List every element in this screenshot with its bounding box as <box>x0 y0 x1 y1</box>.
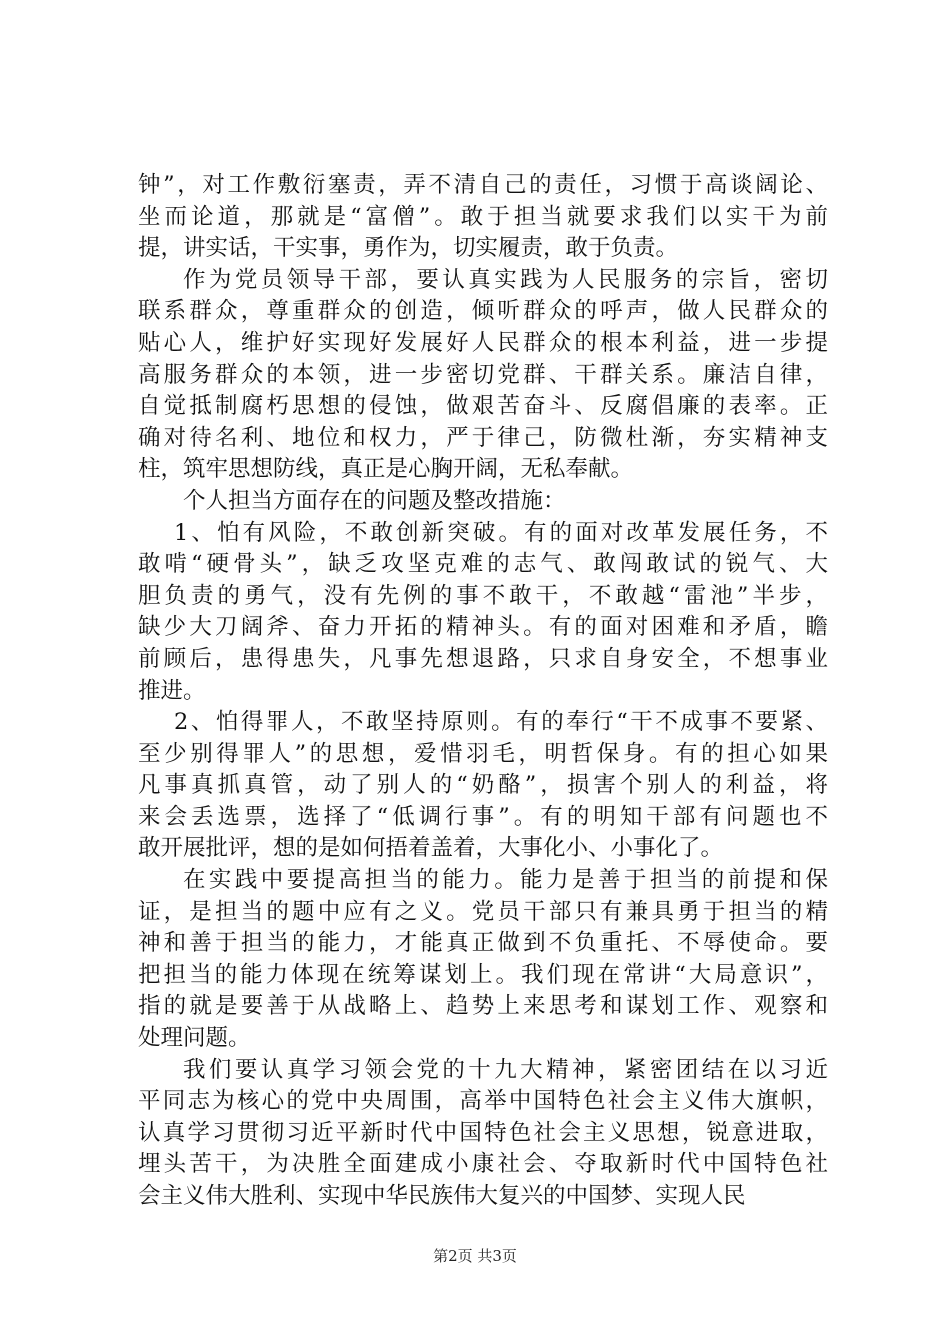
text-line: 作为党员领导干部，要认真实践为人民服务的宗旨，密切 <box>183 266 828 293</box>
text-line: 认真学习贯彻习近平新时代中国特色社会主义思想，锐意进取， <box>138 1119 828 1146</box>
text-line: 确对待名利、地位和权力，严于律己，防微杜渐，夯实精神支 <box>138 424 828 451</box>
text-line: 神和善于担当的能力，才能真正做到不负重托、不辱使命。要 <box>138 930 828 957</box>
text-line: 敢开展批评，想的是如何捂着盖着，大事化小、小事化了。 <box>138 835 724 862</box>
text-line: 前顾后，患得患失，凡事先想退路，只求自身安全，不想事业 <box>138 645 828 672</box>
text-line: 平同志为核心的党中央周围，高举中国特色社会主义伟大旗帜， <box>138 1088 828 1115</box>
paragraph <box>138 1055 828 1213</box>
text-line: 会主义伟大胜利、实现中华民族伟大复兴的中国梦、实现人民 <box>138 1183 746 1209</box>
paragraph <box>138 518 828 708</box>
document-body <box>138 170 828 1213</box>
text-line: 胆负责的勇气，没有先例的事不敢干，不敢越“雷池”半步， <box>138 582 828 609</box>
text-line: 自觉抵制腐朽思想的侵蚀，做艰苦奋斗、反腐倡廉的表率。正 <box>138 393 828 420</box>
text-line: 把担当的能力体现在统筹谋划上。我们现在常讲“大局意识”， <box>138 961 828 988</box>
text-line: 至少别得罪人”的思想，爱惜羽毛，明哲保身。有的担心如果 <box>138 740 828 767</box>
text-line: 敢啃“硬骨头”，缺乏攻坚克难的志气、敢闯敢试的锐气、大 <box>138 551 828 578</box>
text-line: 凡事真抓真管，动了别人的“奶酪”，损害个别人的利益，将 <box>138 772 828 799</box>
text-line: 证，是担当的题中应有之义。党员干部只有兼具勇于担当的精 <box>138 898 828 925</box>
text-line: 联系群众，尊重群众的创造，倾听群众的呼声，做人民群众的 <box>138 298 828 325</box>
text-line: 埋头苦干，为决胜全面建成小康社会、夺取新时代中国特色社 <box>138 1151 828 1178</box>
text-line: 缺少大刀阔斧、奋力开拓的精神头。有的面对困难和矛盾，瞻 <box>138 614 828 641</box>
paragraph <box>138 865 828 1055</box>
text-line: 贴心人，维护好实现好发展好人民群众的根本利益，进一步提 <box>138 329 828 356</box>
text-line: 处理问题。 <box>138 1025 251 1052</box>
paragraph <box>138 486 828 518</box>
text-line: 1、怕有风险，不敢创新突破。有的面对改革发展任务，不 <box>174 519 828 546</box>
text-line: 坐而论道，那就是“富僧”。敢于担当就要求我们以实干为前 <box>138 203 828 230</box>
text-line: 提，讲实话，干实事，勇作为，切实履责，敢于负责。 <box>138 235 679 262</box>
page-footer: 第2页 共3页 <box>433 1247 517 1265</box>
text-line: 2、怕得罪人，不敢坚持原则。有的奉行“干不成事不要紧、 <box>174 709 828 736</box>
text-line: 推进。 <box>138 677 206 704</box>
text-line: 来会丢选票，选择了“低调行事”。有的明知干部有问题也不 <box>138 803 828 830</box>
text-line: 我们要认真学习领会党的十九大精神，紧密团结在以习近 <box>183 1056 828 1083</box>
text-line: 高服务群众的本领，进一步密切党群、干群关系。廉洁自律， <box>138 361 828 388</box>
text-line: 钟”，对工作敷衍塞责，弄不清自己的责任，习惯于高谈阔论、 <box>138 172 828 198</box>
paragraph <box>138 265 828 486</box>
paragraph <box>138 707 828 865</box>
text-line: 在实践中要提高担当的能力。能力是善于担当的前提和保 <box>183 867 828 894</box>
paragraph <box>138 170 828 265</box>
text-line: 个人担当方面存在的问题及整改措施： <box>183 487 566 514</box>
text-line: 指的就是要善于从战略上、趋势上来思考和谋划工作、观察和 <box>138 993 828 1020</box>
text-line: 柱，筑牢思想防线，真正是心胸开阔，无私奉献。 <box>138 456 634 483</box>
